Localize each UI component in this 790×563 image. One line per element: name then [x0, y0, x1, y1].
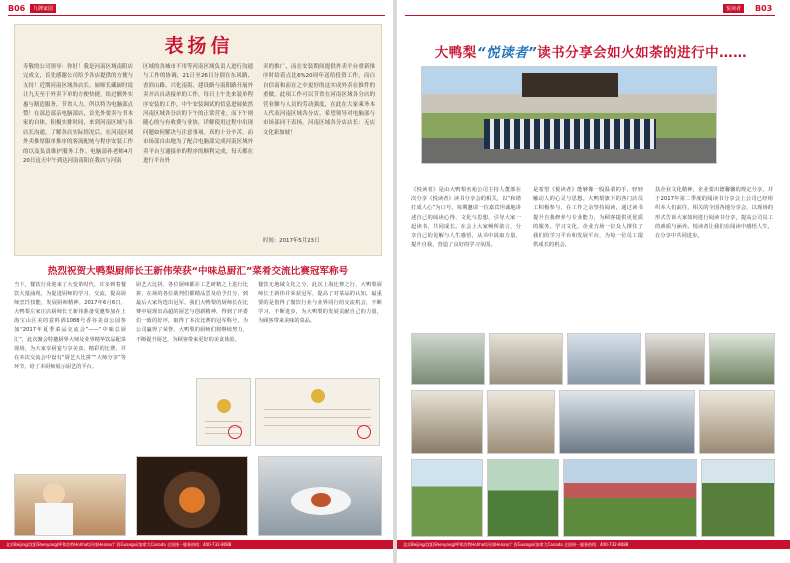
award-certificate-photo	[255, 378, 380, 446]
audience-photo	[559, 390, 695, 454]
letter-title: 表扬信	[164, 35, 234, 57]
meeting-photo	[567, 333, 641, 385]
chef-photo	[14, 474, 126, 536]
page-number: B03	[755, 4, 773, 13]
garden-photo	[563, 459, 697, 537]
left-page	[0, 0, 393, 563]
outdoor-photo	[487, 459, 559, 537]
article-column-3: 扶企业文化精神，企业要出德馨馨的规定分享，并于2017年第二季度的阅读书分享会上公司已经组织本人们前往，相关的全国各地分享会，以现场的形式告诉大家如何进行阅读书分享，提高公司员工的素质与涵养。悦读者让我们在阅读中感悟人生，在分享中共同进步。	[655, 187, 773, 240]
meeting-photo	[709, 333, 775, 385]
speaker-photo	[487, 390, 555, 454]
headline-highlight: “悦读者”	[476, 45, 538, 61]
certificate-photo	[196, 378, 251, 446]
news-column-3: 餐饮无地域文化之分，此次上海比赛之行，大鸭梨厨师长王新伟并荣获冠军，提高了对菜品的认知，最重要的是借得了餐饮行业与业界同行的交流机会，不断学习，不断进步，为大鸭梨的发展贡献自己的力量，为顾客带来美味的菜品。	[258, 282, 382, 325]
seal-icon	[228, 425, 242, 439]
meeting-photo	[645, 333, 705, 385]
medal-icon	[311, 389, 325, 403]
dish-photo	[136, 456, 248, 536]
page-number: B06	[8, 4, 26, 13]
meeting-photo	[489, 333, 563, 385]
article-headline	[403, 41, 779, 61]
speaker-photo	[699, 390, 775, 454]
section-tag: 悦读者	[723, 4, 744, 13]
article-column-1: 《悦读者》是由大鸭梨名苑公司主持人董部在次分享《悦读者》读书分享会的相关，以“和谐打成人心”为口号，每期邀请一位嘉宾坦诚地讲述自己的阅读心得、文化与思想，引导大家一起读书，共同成长。在会上大家畅所欲言，分享自己的见解与人生感悟，从书中汲取力量，提升自我，营造了良好的学习氛围。	[411, 187, 521, 249]
letter-column-1: 寿敬的公司领导：你好！我是河南区域南阳店完成文，首先感谢公司给予各店提供的方便与支持！近期河南区域各店长、厨师长藏厨时说让九天至于外卖下单的方便快捷，给过额外实惠与制造服务，节省人力。所以特为电脑部点赞！在部总部亲电脑部店，首先外要卖与书本家的自体，积极实排时间，来到河南区域与各店长沟通，了解各店实际情况后，在河南区域外卖推厚服单推序的客流配统与程序安装工作的以及负责维护服务工作。电脑部孙老师4月20日这天中午到达河南南阳在我店与河南	[23, 64, 133, 165]
news-column-1: 当下，餐饮行业迎来了大变革时代，许多到着餐饮大量涌现，为促进厨师的学习、交流，提高厨师烹饪技能，发展厨师精神。2017年6月6日，大鸭梨左家庄店厨师长王新伟准备受邀参加在上海宝山区美的意料酒1088号香谷美食公园参加“2017年夏季菜品交流会”——“中味总厨汇”，此次聚会特邀厨界大师及业界精华饮品配菜现场，为大家享厨宴与享美食，精彩的比赛，并在本次交流会中设有“厨艺大比拼”“大师分享”等环节，给了本厨师展示厨艺的平台。	[14, 282, 126, 370]
article-column-2: 是希望《悦读者》能够像一股温柔的手，轻轻触动人的心灵与思想。大鸭梨旗下的各门店员工积极参与，在工作之余坚持阅读，通过读书提升自我修养与专业能力，为顾客提供更优质的服务。学习文化，企业力场一位众人撑住了我们的学习平台和发展平台，为每一位员工提供成长的机会。	[533, 187, 643, 249]
medal-icon	[217, 399, 231, 413]
header-rule	[405, 15, 775, 16]
headline-suffix: 读书分享会如火如荼的进行中……	[537, 45, 748, 61]
speaker-photo	[411, 390, 483, 454]
group-photo	[421, 66, 717, 164]
commendation-letter	[14, 24, 382, 256]
news-headline: 热烈祝贺大鸭梨厨师长王新伟荣获“中味总厨汇”菜肴交流比赛冠军称号	[47, 266, 349, 277]
outdoor-photo	[411, 459, 483, 537]
right-page	[397, 0, 790, 563]
outdoor-group-photo	[701, 459, 775, 537]
meeting-photo	[411, 333, 485, 385]
header-rule	[8, 15, 385, 16]
footer-bar: 北京Beijing/沈阳Shenyang/呼和浩特Hohhot/河南Henan/广西Guangxi/加拿大Canada 全国统一服务热线：400-732-8088	[397, 540, 790, 549]
headline-prefix: 大鸭梨	[434, 45, 477, 61]
letter-date: 时间：2017年5月23日	[263, 238, 320, 244]
letter-column-2: 区域的各城市不用等河南区域负责人进行沟通与工作的协调，21日至26日分别在东风路、香滨山路、兴化南街、建设路与南阳路开展外卖开店自动接单的工作，每日上午先来装单程序安装的工作，中午安装调试的信息进展依然河南区域各分店的下午的正常营业。而下午则随心的与有收费与业协，详解使用过程中出现问题如何解决与注意事项。真的十分辛苦。而市场部自由地为了配合电脑部完成河南区域外卖平台互通接单的程序的顺利完成，每天都在进行平台外	[143, 64, 253, 165]
letter-column-3: 卖的推广，而在安装期间提供外卖平台重新推序时给着点比6%20周年送给投资工作，而白自信南和而在之中更好的这实成外卖在推件的重做。此项工作可以节省在河南区域各分店的营业额与人员的劳动强度，在此在大家乘务本人代表河南区域各分店，希望领导对电脑部与市场部同干表扬。河南区域各分店店长：无店文化新加坡！	[263, 64, 375, 136]
seal-icon	[357, 425, 371, 439]
footer-bar: 北京Beijing/沈阳Shenyang/呼和浩特Hohhot/河南Henan/广西Guangxi/加拿大Canada 全国统一服务热线：400-732-8088	[0, 540, 393, 549]
section-tag: 九牌家园	[30, 4, 56, 13]
news-column-2: 厨艺大比拼，各位厨师都在工艺研精之上进行比拼，在场的各位裁判们都精品尝及给予打分，到最后大家均选出冠军。我们大鸭梨的厨师长在比赛中展现出高超的厨艺与创新精神，得到了评委们一致的好评，取得了本次比赛的冠军称号，为公司赢得了荣誉。大鸭梨的厨师们将继续努力，不断提升厨艺，为顾客带来更好的美食体验。	[136, 282, 248, 343]
plating-photo	[258, 456, 382, 536]
